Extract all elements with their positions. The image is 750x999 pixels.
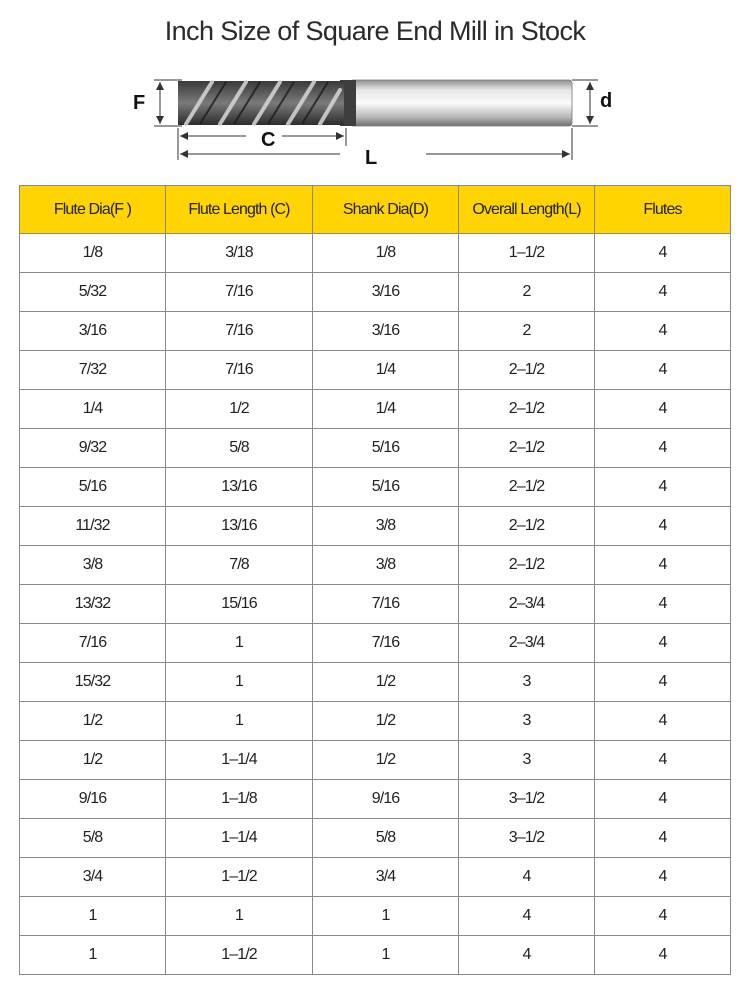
col-header-flute-dia: Flute Dia(F ) [20,186,166,234]
table-row [20,936,731,975]
table-row [20,780,731,819]
cell-overall-length: 2–1/2 [459,429,595,468]
cell-shank-dia: 9/16 [313,780,459,819]
cell-flute-length: 1 [166,663,313,702]
overall-length-label: L [365,147,378,169]
cell-shank-dia: 5/16 [313,468,459,507]
cell-overall-length: 3 [459,702,595,741]
cell-flutes: 4 [595,507,731,546]
cell-shank-dia: 1/2 [313,663,459,702]
table-row [20,390,731,429]
table-row [20,897,731,936]
cell-flutes: 4 [595,702,731,741]
cell-flutes: 4 [595,585,731,624]
cell-overall-length: 1–1/2 [459,234,595,273]
cell-overall-length: 3 [459,741,595,780]
cell-shank-dia: 3/16 [313,273,459,312]
cell-shank-dia: 3/16 [313,312,459,351]
table-row [20,468,731,507]
cell-overall-length: 2 [459,273,595,312]
cell-flute-length: 5/8 [166,429,313,468]
cell-flutes: 4 [595,429,731,468]
col-header-flutes: Flutes [595,186,731,234]
table-row [20,819,731,858]
cell-flute-length: 15/16 [166,585,313,624]
cell-flute-dia: 3/8 [20,546,166,585]
cell-flute-length: 7/16 [166,273,313,312]
cell-flute-length: 1 [166,897,313,936]
end-mill-diagram [120,62,640,172]
cell-shank-dia: 1 [313,897,459,936]
table-row [20,624,731,663]
cell-flutes: 4 [595,780,731,819]
cell-flutes: 4 [595,624,731,663]
cell-flute-length: 13/16 [166,507,313,546]
cell-shank-dia: 3/8 [313,546,459,585]
cell-flutes: 4 [595,351,731,390]
flute-dia-label: F [133,92,146,114]
cell-flutes: 4 [595,546,731,585]
col-header-overall-length: Overall Length(L) [459,186,595,234]
cell-flute-length: 1–1/8 [166,780,313,819]
cell-flute-dia: 13/32 [20,585,166,624]
cell-flute-dia: 5/16 [20,468,166,507]
table-row [20,546,731,585]
cell-overall-length: 2–3/4 [459,624,595,663]
cell-overall-length: 3 [459,663,595,702]
table-row [20,312,731,351]
cell-shank-dia: 1/4 [313,351,459,390]
cell-flutes: 4 [595,897,731,936]
cell-flute-dia: 9/32 [20,429,166,468]
cell-overall-length: 2–1/2 [459,468,595,507]
cell-flutes: 4 [595,312,731,351]
cell-flutes: 4 [595,858,731,897]
cell-overall-length: 3–1/2 [459,819,595,858]
cell-flute-dia: 1/4 [20,390,166,429]
cell-shank-dia: 3/4 [313,858,459,897]
shank-dia-label: d [600,90,613,112]
table-row [20,273,731,312]
cell-flute-length: 7/8 [166,546,313,585]
cell-flutes: 4 [595,390,731,429]
cell-shank-dia: 1/2 [313,741,459,780]
cell-flutes: 4 [595,936,731,975]
cell-flute-length: 7/16 [166,351,313,390]
cell-flutes: 4 [595,819,731,858]
cell-overall-length: 3–1/2 [459,780,595,819]
cell-flute-dia: 15/32 [20,663,166,702]
cell-flute-length: 1–1/4 [166,741,313,780]
cell-flute-length: 3/18 [166,234,313,273]
cell-flutes: 4 [595,663,731,702]
cell-flute-length: 1/2 [166,390,313,429]
cell-shank-dia: 7/16 [313,585,459,624]
page-title: Inch Size of Square End Mill in Stock [164,16,586,46]
cell-flute-dia: 1 [20,897,166,936]
cell-flute-dia: 3/16 [20,312,166,351]
cell-flute-dia: 5/32 [20,273,166,312]
cell-shank-dia: 5/16 [313,429,459,468]
cell-flute-dia: 11/32 [20,507,166,546]
cell-overall-length: 2–1/2 [459,351,595,390]
cell-flute-length: 1–1/2 [166,936,313,975]
cell-flute-dia: 3/4 [20,858,166,897]
cell-flutes: 4 [595,468,731,507]
col-header-shank-dia: Shank Dia(D) [313,186,459,234]
table-row [20,663,731,702]
cell-overall-length: 2–1/2 [459,390,595,429]
cell-shank-dia: 1/2 [313,702,459,741]
cell-flute-length: 1 [166,702,313,741]
cell-flute-dia: 7/16 [20,624,166,663]
end-mill-illustration [120,62,640,172]
cell-overall-length: 2 [459,312,595,351]
cell-overall-length: 2–1/2 [459,507,595,546]
col-header-flute-length: Flute Length (C) [166,186,313,234]
cell-flute-dia: 1/8 [20,234,166,273]
cell-flutes: 4 [595,741,731,780]
cell-shank-dia: 1 [313,936,459,975]
table-row [20,741,731,780]
cell-shank-dia: 1/4 [313,390,459,429]
cell-overall-length: 4 [459,936,595,975]
cell-shank-dia: 5/8 [313,819,459,858]
table-row [20,585,731,624]
cell-flute-dia: 1/2 [20,741,166,780]
table-row [20,702,731,741]
cell-flutes: 4 [595,273,731,312]
cell-shank-dia: 1/8 [313,234,459,273]
end-mill-spec-table [19,185,731,975]
cell-shank-dia: 7/16 [313,624,459,663]
cell-flute-length: 1–1/4 [166,819,313,858]
table-row [20,234,731,273]
table-header-row [20,186,731,234]
cell-flute-length: 1–1/2 [166,858,313,897]
cell-flute-length: 13/16 [166,468,313,507]
cell-shank-dia: 3/8 [313,507,459,546]
cell-flute-dia: 9/16 [20,780,166,819]
table-row [20,429,731,468]
table-row [20,351,731,390]
cell-flute-dia: 7/32 [20,351,166,390]
cell-flute-length: 1 [166,624,313,663]
flute-length-label: C [261,129,276,151]
cell-flute-dia: 5/8 [20,819,166,858]
table-row [20,858,731,897]
cell-flute-dia: 1/2 [20,702,166,741]
cell-overall-length: 4 [459,858,595,897]
cell-flutes: 4 [595,234,731,273]
table-row [20,507,731,546]
cell-overall-length: 4 [459,897,595,936]
table-body [20,234,731,975]
cell-flute-dia: 1 [20,936,166,975]
cell-overall-length: 2–1/2 [459,546,595,585]
cell-flute-length: 7/16 [166,312,313,351]
cell-overall-length: 2–3/4 [459,585,595,624]
